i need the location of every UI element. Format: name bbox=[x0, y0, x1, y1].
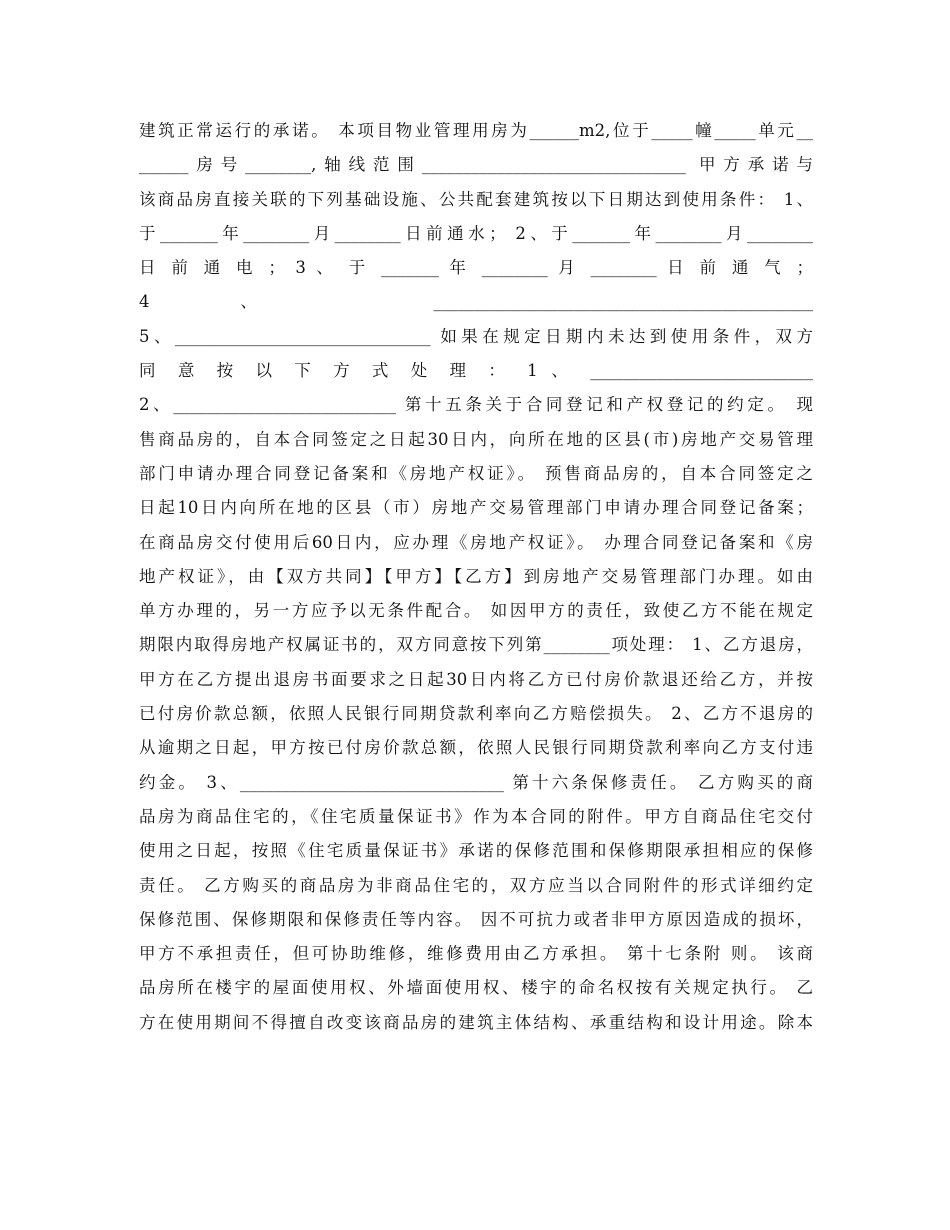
text-line: 已付房价款总额，依照人民银行同期贷款利率向乙方赔偿损失。 2、乙方不退房的 bbox=[139, 704, 813, 724]
text-line: 日 前 通 电 ； 3 、 于 _______ 年 ________ 月 ________ 日 前 通 气 ； bbox=[139, 258, 813, 278]
text-line: ______房号________,轴线范围________________________________ 甲方承诺与 bbox=[139, 155, 813, 175]
text-line: 在商品房交付使用后60日内，应办理《房地产权证》。 办理合同登记备案和《房 bbox=[139, 532, 813, 552]
text-line: 4 、 ______________________________________________ bbox=[139, 292, 813, 312]
text-line: 甲方不承担责任，但可协助维修，维修费用由乙方承担。 第十七条附 则。 该商 bbox=[139, 944, 813, 964]
text-line: 使用之日起，按照《住宅质量保证书》承诺的保修范围和保修期限承担相应的保修 bbox=[139, 841, 813, 861]
text-line: 5、_______________________________ 如果在规定日期内未达到使用条件，双方 bbox=[139, 326, 813, 346]
text-line: 2、___________________________ 第十五条关于合同登记和产权登记的约定。 现 bbox=[139, 395, 813, 415]
text-line: 日起10日内向所在地的区县（市）房地产交易管理部门申请办理合同登记备案； bbox=[139, 498, 813, 518]
contract-text bbox=[139, 114, 813, 1040]
text-line: 期限内取得房地产权属证书的，双方同意按下列第________项处理： 1、乙方退房， bbox=[139, 635, 813, 655]
text-line: 约金。 3、________________________________ 第十六条保修责任。 乙方购买的商 bbox=[139, 772, 813, 792]
text-line: 单方办理的，另一方应予以无条件配合。 如因甲方的责任，致使乙方不能在规定 bbox=[139, 601, 813, 621]
text-line: 品房为商品住宅的，《住宅质量保证书》作为本合同的附件。甲方自商品住宅交付 bbox=[139, 806, 813, 826]
text-line: 地产权证》，由【双方共同】【甲方】【乙方】到房地产交易管理部门办理。如由 bbox=[139, 566, 813, 586]
text-line: 建筑正常运行的承诺。 本项目物业管理用房为______m2,位于_____幢_____单元__ bbox=[139, 121, 813, 140]
text-line: 部门申请办理合同登记备案和《房地产权证》。 预售商品房的，自本合同签定之 bbox=[139, 463, 813, 483]
text-line: 于_______年________月________日前通水； 2、于_______年________月________ bbox=[139, 223, 813, 243]
text-line: 保修范围、保修期限和保修责任等内容。 因不可抗力或者非甲方原因造成的损坏， bbox=[139, 909, 813, 929]
text-line: 品房所在楼宇的屋面使用权、外墙面使用权、楼宇的命名权按有关规定执行。 乙 bbox=[139, 978, 813, 998]
text-line: 甲方在乙方提出退房书面要求之日起30日内将乙方已付房价款退还给乙方，并按 bbox=[139, 669, 813, 689]
text-line: 同 意 按 以 下 方 式 处 理 ： 1 、 ___________________________ bbox=[139, 361, 813, 381]
text-line: 该商品房直接关联的下列基础设施、公共配套建筑按以下日期达到使用条件： 1、 bbox=[139, 189, 813, 209]
text-line: 售商品房的，自本合同签定之日起30日内，向所在地的区县(市)房地产交易管理 bbox=[139, 429, 813, 449]
text-line: 方在使用期间不得擅自改变该商品房的建筑主体结构、承重结构和设计用途。除本 bbox=[139, 1012, 813, 1032]
text-line: 从逾期之日起，甲方按已付房价款总额，依照人民银行同期贷款利率向乙方支付违 bbox=[139, 738, 813, 758]
text-line: 责任。 乙方购买的商品房为非商品住宅的，双方应当以合同附件的形式详细约定 bbox=[139, 875, 813, 895]
